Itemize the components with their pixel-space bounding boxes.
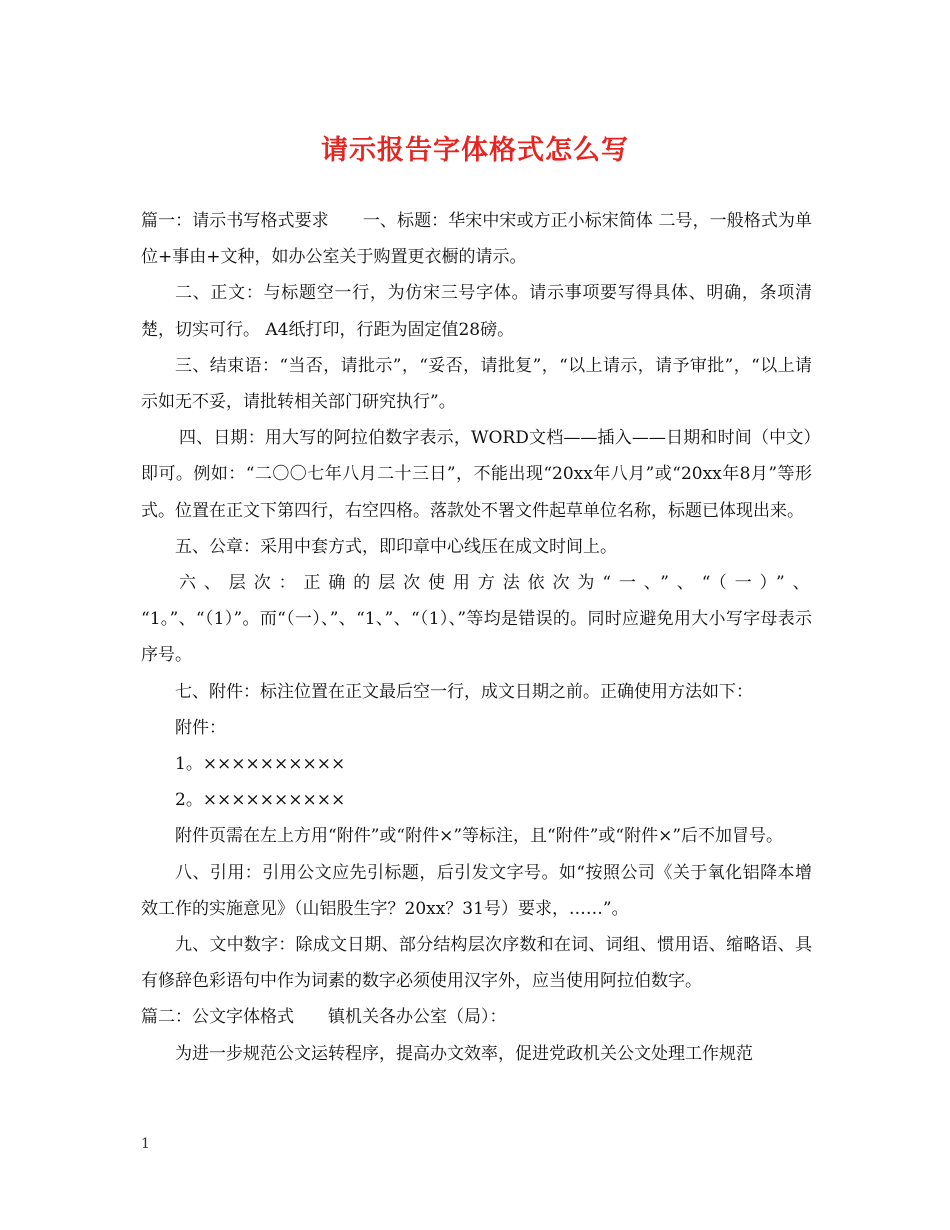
attachment-item-1: 1。×××××××××× bbox=[175, 754, 346, 775]
paragraph-numbers: 九、文中数字：除成文日期、部分结构层次序数和在词、词组、惯用语、缩略语、具有修辞色彩语句中作为词素的数字必须使用汉字外，应当使用阿拉伯数字。 bbox=[141, 935, 812, 992]
paragraph-attachment-note: 附件页需在左上方用“附件”或“附件×”等标注，且“附件”或“附件×”后不加冒号。 bbox=[175, 826, 784, 847]
attachment-item-2: 2。×××××××××× bbox=[175, 790, 346, 811]
paragraph-citation: 八、引用：引用公文应先引标题，后引发文字号。如“按照公司《关于氧化铝降本增效工作的实施意见》（山铝股生字？20xx？31号）要求，……”。 bbox=[141, 862, 812, 919]
paragraph-section-2: 篇二：公文字体格式 镇机关各办公室（局）： bbox=[141, 1007, 507, 1028]
paragraph-closing: 三、结束语：“当否，请批示”，“妥否，请批复”，“以上请示，请予审批”，“以上请示如无不妥，请批转相关部门研究执行”。 bbox=[141, 355, 812, 413]
paragraph-date: 四、日期：用大写的阿拉伯数字表示，WORD文档——插入——日期和时间（中文）即可。例如：“二〇〇七年八月二十三日”，不能出现“20xx年八月”或“20xx年8月”等形式。位置在正文下第四行，右空四格。落款处不署文件起草单位名称，标题已体现出来。 bbox=[141, 428, 812, 521]
document-title: 请示报告字体格式怎么写 bbox=[321, 135, 629, 166]
paragraph-levels-line1: 六、层次：正确的层次使用方法依次为“一、”、“（一）”、 bbox=[179, 573, 812, 594]
document-body bbox=[141, 203, 812, 1072]
attachment-label: 附件： bbox=[175, 717, 226, 738]
paragraph-levels-rest: “1。”、“（1）”。而“（一）、”、“1、”、“（1）、”等均是错误的。同时应避免用大小写字母表示序号。 bbox=[141, 609, 812, 666]
paragraph-section-1: 篇一：请示书写格式要求 一、标题：华宋中宋或方正小标宋简体 二号，一般格式为单位+事由+文种，如办公室关于购置更衣橱的请示。 bbox=[141, 211, 812, 268]
paragraph-section-2-body: 为进一步规范公文运转程序，提高办文效率，促进党政机关公文处理工作规范 bbox=[175, 1043, 753, 1064]
page-number: 1 bbox=[141, 1136, 150, 1152]
paragraph-attachment: 七、附件：标注位置在正文最后空一行，成文日期之前。正确使用方法如下： bbox=[175, 681, 753, 702]
paragraph-body-text: 二、正文：与标题空一行，为仿宋三号字体。请示事项要写得具体、明确，条项清楚，切实可行。 A4纸打印，行距为固定值28磅。 bbox=[141, 283, 812, 340]
paragraph-seal: 五、公章：采用中套方式，即印章中心线压在成文时间上。 bbox=[175, 536, 617, 557]
